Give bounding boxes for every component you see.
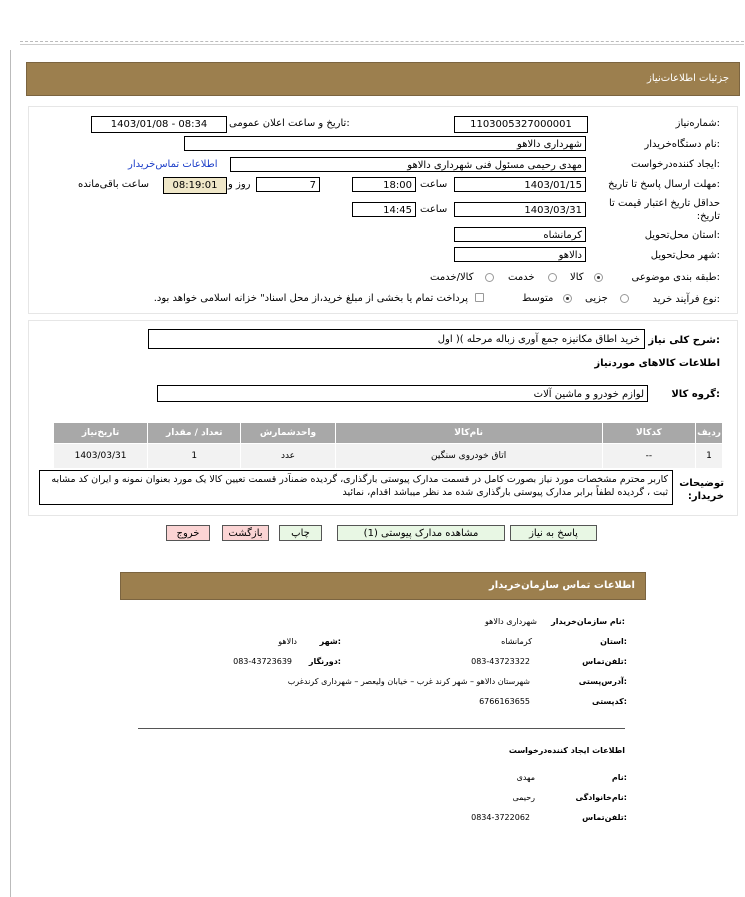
exit-button[interactable]: خروج (166, 525, 210, 541)
creator-phone-label: تلفن‌تماس: (582, 813, 627, 822)
cell-date: 1403/03/31 (54, 444, 148, 469)
summary-field: خرید اطاق مکانیزه جمع آوری زباله مرحله )( اول (148, 329, 645, 349)
cell-row: 1 (696, 444, 723, 469)
category-goods-radio[interactable] (594, 273, 603, 282)
category-both-label: کالا/خدمت (430, 272, 474, 283)
category-service-radio[interactable] (548, 273, 557, 282)
buyer-notes-label: توضیحات خریدار: (679, 478, 724, 502)
left-border (10, 50, 11, 897)
treasury-payment-checkbox[interactable] (475, 293, 484, 302)
remaining-label: ساعت باقی‌مانده (78, 179, 150, 190)
days-label: روز و (228, 179, 251, 190)
deadline-label: مهلت ارسال پاسخ تا تاریخ: (608, 179, 720, 190)
back-button[interactable]: بازگشت (222, 525, 269, 541)
deadline-time-label: ساعت (420, 179, 448, 190)
buyer-notes-box: کاربر محترم مشخصات مورد نیاز بصورت کامل در قسمت مدارک پیوستی بارگذاری، گردیده ضمنآدر قسمت تعیین کالا یک مورد بعنوان نمونه و ایران کد مشابه ثبت ، گردیده لطفاً برابر مدارک پیوستی بارگذاری شده مد نظر میباشد اقدام، نمائید (39, 470, 673, 505)
contact-address-value: شهرستان دالاهو – شهر کرند غرب – خیابان ولیعصر – شهرداری کرندغرب (287, 677, 530, 686)
col-row: ردیف (696, 423, 723, 444)
col-date: تاریخ‌نیاز (54, 423, 148, 444)
cell-name: اتاق خودروی سنگین (335, 444, 602, 469)
creator-name-value: مهدی (516, 773, 535, 782)
cell-quantity: 1 (148, 444, 241, 469)
treasury-payment-note: پرداخت تمام یا بخشی از مبلغ خرید،از محل اسناد" خزانه اسلامی خواهد بود. (153, 293, 468, 304)
announce-label: تاریخ و ساعت اعلان عمومی: (229, 118, 350, 129)
city-field: دالاهو (454, 247, 586, 262)
remaining-time-field: 08:19:01 (163, 177, 227, 194)
col-code: کدکالا (602, 423, 695, 444)
org-name-value: شهرداری دالاهو (485, 617, 537, 626)
category-both-radio[interactable] (485, 273, 494, 282)
province-label: استان محل‌تحویل: (644, 230, 720, 241)
goods-table (53, 422, 723, 469)
top-divider-2 (20, 44, 744, 45)
contact-province-label: استان: (600, 637, 627, 646)
contact-title: اطلاعات تماس سازمان‌خریدار (488, 580, 635, 591)
creator-family-label: نام‌خانوادگی: (575, 793, 627, 802)
contact-phone-value: 083-43723322 (471, 657, 530, 666)
group-field: لوازم خودرو و ماشین آلات (157, 385, 648, 402)
days-field: 7 (256, 177, 320, 192)
validity-date-field: 1403/03/31 (454, 202, 586, 217)
org-name-label: نام سازمان‌خریدار: (551, 617, 625, 626)
validity-time-label: ساعت (420, 204, 448, 215)
contact-city-label: شهر: (319, 637, 341, 646)
contact-fax-value: 083-43723639 (233, 657, 292, 666)
contact-header-bar (120, 572, 646, 600)
contact-address-label: آدرس‌پستی: (578, 677, 627, 686)
page-header-bar (26, 62, 740, 96)
reply-button[interactable]: پاسخ به نیاز (510, 525, 597, 541)
creator-phone-value: 0834-3722062 (471, 813, 530, 822)
process-minor-label: جزیی (585, 293, 608, 304)
cell-code: -- (602, 444, 695, 469)
cell-unit: عدد (241, 444, 335, 469)
contact-postal-label: کدپستی: (592, 697, 627, 706)
creator-family-value: رحیمی (512, 793, 535, 802)
category-goods-label: کالا (570, 272, 584, 283)
category-label: طبقه بندی موضوعی: (631, 272, 720, 283)
creator-name-label: نام: (611, 773, 627, 782)
deadline-time-field: 18:00 (352, 177, 416, 192)
announce-field: 1403/01/08 - 08:34 (91, 116, 227, 133)
top-divider (20, 41, 744, 42)
validity-label: حداقل تاریخ اعتبار قیمت تا تاریخ: (608, 198, 720, 222)
requester-field: مهدی رحیمی مسئول فنی شهرداری دالاهو (230, 157, 586, 172)
page-title: جزئیات اطلاعات‌نیاز (647, 73, 729, 84)
process-minor-radio[interactable] (620, 294, 629, 303)
category-service-label: خدمت (508, 272, 535, 283)
validity-time-field: 14:45 (352, 202, 416, 217)
province-field: کرمانشاه (454, 227, 586, 242)
contact-info-link[interactable]: اطلاعات تماس‌خریدار (128, 159, 218, 170)
summary-label: شرح کلی نیاز: (648, 335, 720, 346)
buyer-org-label: نام دستگاه‌خریدار: (644, 139, 720, 150)
contact-fax-label: دورنگار: (308, 657, 341, 666)
need-number-label: شماره‌نیاز: (675, 118, 720, 129)
contact-postal-value: 6766163655 (479, 697, 530, 706)
col-name: نام‌کالا (335, 423, 602, 444)
attachments-button[interactable]: مشاهده مدارک پیوستی (1) (337, 525, 505, 541)
print-button[interactable]: چاپ (279, 525, 322, 541)
goods-info-title: اطلاعات کالاهای موردنیاز (594, 358, 720, 369)
table-row (54, 444, 723, 469)
process-medium-radio[interactable] (563, 294, 572, 303)
col-quantity: تعداد / مقدار (148, 423, 241, 444)
process-label: نوع فرآیند خرید: (652, 294, 720, 305)
buyer-org-field: شهرداری دالاهو (184, 136, 586, 151)
city-label: شهر محل‌تحویل: (650, 250, 720, 261)
contact-phone-label: تلفن‌تماس: (582, 657, 627, 666)
process-medium-label: متوسط (522, 293, 554, 304)
col-unit: واحدشمارش (241, 423, 335, 444)
contact-city-value: دالاهو (278, 637, 297, 646)
need-number-field: 1103005327000001 (454, 116, 588, 133)
contact-divider (138, 728, 625, 729)
deadline-date-field: 1403/01/15 (454, 177, 586, 192)
creator-title: اطلاعات ایجاد کننده‌درخواست (508, 746, 625, 755)
table-header-row (54, 423, 723, 444)
requester-label: ایجاد کننده‌درخواست: (631, 159, 720, 170)
contact-province-value: کرمانشاه (501, 637, 532, 646)
group-label: گروه کالا: (671, 389, 720, 400)
